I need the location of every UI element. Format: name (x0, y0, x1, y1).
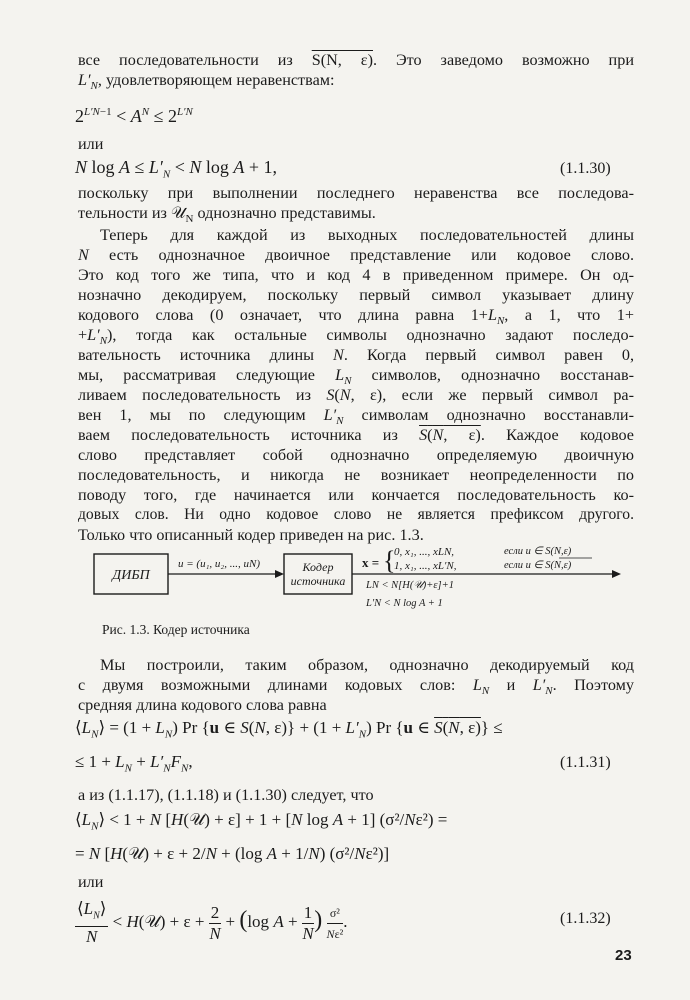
equation-1-1-31-line2: ≤ $1 + L_N + L'_NF_N$, (75, 752, 193, 775)
text-line: а из (1.1.17), (1.1.18) и (1.1.30) следует, что (78, 786, 374, 804)
condition-2: если u ∈ S(N,ε) (504, 560, 572, 571)
text-line: с двумя возможными длинами кодовых слов: $L_N$ и $L'_N$. Поэтому (78, 676, 634, 698)
x-label: x = (362, 555, 380, 570)
u-label: u = (u₁, u₂, ..., uN) (178, 558, 260, 570)
equation-1-1-32: $\frac{⟨L_N⟩}{N}$ < H(𝒰) + ε + $\frac{2}{N}$ + (log A + $\frac{1}{N}$ ) $\frac{\text{σ²}}{\text{Nε²}}$ . (77, 898, 348, 947)
text-line: вен 1, мы по следующим $L'_N$ символам однозначно восстанавли- (78, 406, 634, 428)
text-line: поскольку при выполнении последнего неравенства все последова- (78, 184, 634, 202)
length-inequality-1: LN < N[H(𝒰)+ε]+1 (366, 580, 454, 591)
figure-caption: Рис. 1.3. Кодер источника (102, 622, 250, 637)
encoder-label-1: Кодер (302, 560, 334, 574)
equation-1-1-31-line1: $⟨L_N⟩ = (1 + L_N)$ Pr {u ∈ S(N, $\varepsilon)\} + (1 + L'_N)$ Pr {u ∈ S(N, ε)} ≤ (75, 718, 503, 741)
equation-number: (1.1.32) (560, 910, 611, 927)
word-or: или (78, 873, 104, 891)
text-line: Теперь для каждой из выходных последовательностей длины (100, 226, 634, 244)
text-line: Только что описанный кодер приведен на рис. 1.3. (78, 526, 424, 544)
text-line: довых слов. Ни одно кодовое слово не является префиксом другого. (78, 506, 634, 523)
equation-chain-line1: $⟨L_N⟩ < 1 + N$ [H(𝒰) + ε] + 1 + [N log A + 1] (σ²/Nε²) = (75, 810, 448, 833)
length-inequality-2: L′N < N log A + 1 (366, 598, 443, 609)
word-or: или (78, 135, 104, 153)
text-line: Это код того же типа, что и код 4 в приведенном примере. Он од- (78, 266, 634, 284)
text-line: все последовательности из S(N, ε). Это заведомо возможно при (78, 51, 634, 69)
text-line: нозначно декодируем, поскольку первый символ указывает длину (78, 286, 634, 304)
text-line: слово представляет собой однозначно определяемую двоичную (78, 446, 634, 464)
text-line: вательность источника длины N. Когда первый символ равен 0, (78, 346, 635, 364)
text-line: тельности из 𝒰$_N$ однозначно представимы. (78, 204, 376, 226)
text-line: средняя длина кодового слова равна (78, 696, 327, 714)
page-number: 23 (615, 947, 632, 964)
equation-number: (1.1.31) (560, 754, 611, 771)
inequality: $2^{L'N-1} < A^N \le 2^{L'N}$ (75, 106, 193, 126)
text-line: $+L'_N$), тогда как остальные символы однозначно задают последо- (78, 326, 634, 348)
text-line: поводу того, где начинается или кончается последовательность ко- (78, 486, 634, 504)
text-line: $L'_N$, удовлетворяющем неравенствам: (78, 71, 335, 93)
text-line: мы, рассматривая следующие $L_N$ символов, однозначно восстанав- (78, 366, 634, 388)
x-case-1: 0, x₁, ..., xLN, (394, 546, 455, 558)
text-line: ливаем последовательность из S(N, ε), если же первый символ ра- (78, 386, 634, 404)
dibp-label: ДИБП (112, 568, 150, 583)
text-line: N есть однозначное двоичное представление или кодовое слово. (78, 246, 634, 264)
encoder-diagram (86, 540, 626, 630)
text-line: кодового слова (0 означает, что длина равна $1+L_N$, а 1, что 1+ (78, 306, 634, 328)
condition-1: если u ∈ S(N,ε) (504, 546, 572, 557)
encoder-label-2: источника (290, 574, 346, 588)
text-line: ваем последовательность источника из S(N, ε). Каждое кодовое (78, 426, 634, 444)
equation-1-1-30: N $\log A \le L'_N < N$ log A + 1, (75, 157, 278, 181)
equation-chain-line2: = N [H(𝒰) + ε + 2/N + (log A + 1/N) (σ²/Nε²)] (75, 844, 390, 863)
brace: { (383, 546, 396, 575)
u-arrowhead (275, 570, 284, 578)
equation-number: (1.1.30) (560, 160, 611, 177)
text-line: последовательность, и никогда не возникает неопределенности по (78, 466, 634, 484)
x-case-2: 1, x₁, ..., xL′N, (394, 560, 457, 572)
x-arrowhead (612, 570, 621, 578)
text-line: Мы построили, таким образом, однозначно декодируемый код (100, 656, 634, 674)
